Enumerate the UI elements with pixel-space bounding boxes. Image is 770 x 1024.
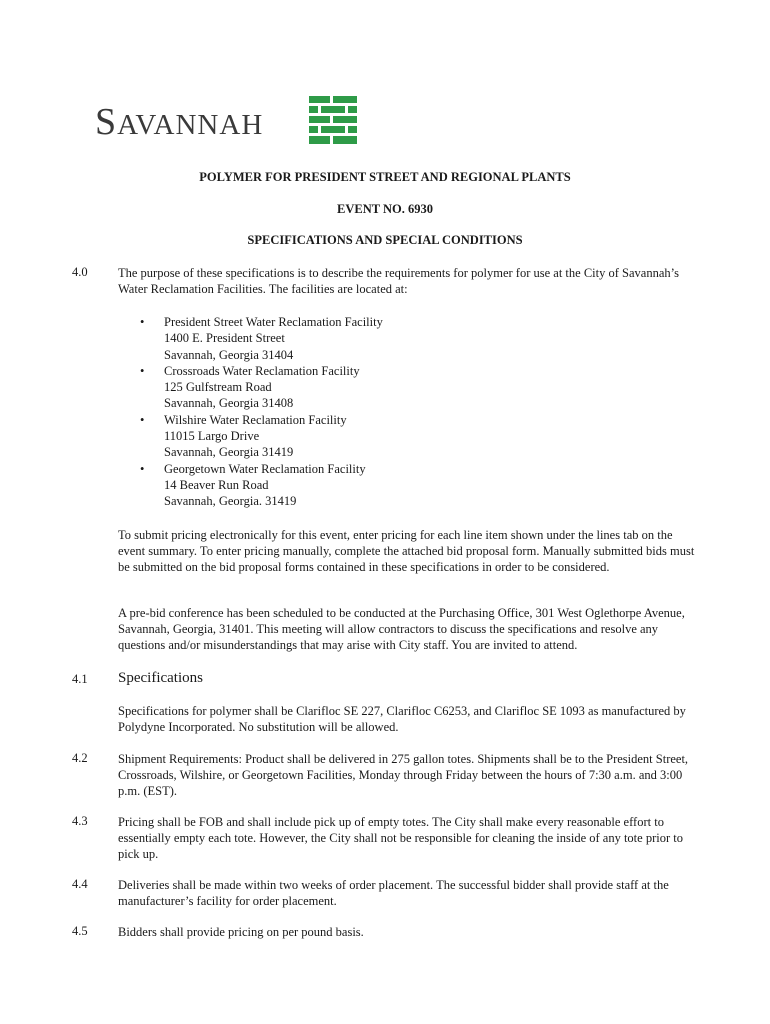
section-number-4-4: 4.4 (72, 877, 88, 891)
facility-list (140, 314, 383, 510)
facility-item (140, 314, 383, 363)
facility-name: President Street Water Reclamation Facility (164, 315, 383, 329)
pricing-basis-paragraph: Bidders shall provide pricing on per pound basis. (118, 925, 364, 939)
event-number: EVENT NO. 6930 (337, 202, 433, 216)
facility-name: Wilshire Water Reclamation Facility (164, 412, 347, 427)
facility-city: Savannah, Georgia 31408 (164, 396, 294, 411)
document-title: POLYMER FOR PRESIDENT STREET AND REGIONAL PLANTS (199, 170, 571, 184)
facility-item (140, 461, 383, 510)
section-title: SPECIFICATIONS AND SPECIAL CONDITIONS (247, 233, 523, 247)
facility-street: 14 Beaver Run Road (164, 477, 269, 492)
brick-logo-icon (309, 96, 357, 144)
facility-street: 11015 Largo Drive (164, 429, 260, 444)
facility-street: 1400 E. President Street (164, 331, 285, 346)
fob-paragraph: Pricing shall be FOB and shall include pick up of empty totes. The City shall make every reasonable effort to essentially empty each tote. However, the City shall not be responsible for cleaning the inside of any tote prior to pick up. (118, 815, 683, 862)
savannah-logo (95, 96, 263, 148)
pricing-paragraph: To submit pricing electronically for this event, enter pricing for each line item shown under the lines tab on the event summary. To enter pricing manually, complete the attached bid proposal form. Manually submitted bids must be submitted on the bid proposal forms contained in these specifications in order to be considered. (118, 528, 695, 575)
facility-city: Savannah, Georgia. 31419 (164, 494, 297, 509)
section-number-4-5: 4.5 (72, 924, 88, 938)
bullet-icon: • (140, 461, 145, 476)
specifications-heading: Specifications (118, 670, 203, 686)
facility-item (140, 363, 383, 412)
section-number-4-2: 4.2 (72, 751, 88, 765)
facility-street: 125 Gulfstream Road (164, 380, 272, 395)
purpose-paragraph: The purpose of these specifications is to describe the requirements for polymer for use at the City of Savannah’s Water Reclamation Facilities. The facilities are located at: (118, 266, 679, 297)
specifications-paragraph: Specifications for polymer shall be Clarifloc SE 227, Clarifloc C6253, and Clarifloc SE 1093 as manufactured by Polydyne Incorporated. No substitution will be allowed. (118, 704, 686, 735)
facility-name: Crossroads Water Reclamation Facility (164, 363, 360, 378)
section-number-4-3: 4.3 (72, 814, 88, 828)
bullet-icon: • (140, 412, 145, 427)
section-number-4-1: 4.1 (72, 672, 88, 686)
facility-name: Georgetown Water Reclamation Facility (164, 461, 366, 476)
facility-city: Savannah, Georgia 31419 (164, 445, 294, 460)
facility-item (140, 412, 383, 461)
facility-city: Savannah, Georgia 31404 (164, 347, 294, 362)
deliveries-paragraph: Deliveries shall be made within two weeks of order placement. The successful bidder shall provide staff at the manufacturer’s facility for order placement. (118, 878, 669, 909)
bullet-icon: • (140, 315, 145, 329)
section-number-4-0: 4.0 (72, 265, 88, 279)
bullet-icon: • (140, 363, 145, 378)
shipment-paragraph: Shipment Requirements: Product shall be delivered in 275 gallon totes. Shipments shall be to the President Street, Crossroads, Wilshire, or Georgetown Facilities, Monday through Friday between the hours of 7:30 a.m. and 3:00 p.m. (EST). (118, 752, 689, 799)
prebid-paragraph: A pre-bid conference has been scheduled to be conducted at the Purchasing Office, 301 West Oglethorpe Avenue, Savannah, Georgia, 31401. This meeting will allow contractors to discuss the specifications and resolve any questions and/or misunderstandings that may arise with City staff. You are invited to attend. (118, 606, 685, 653)
logo-wordmark: SAVANNAH (95, 101, 264, 143)
